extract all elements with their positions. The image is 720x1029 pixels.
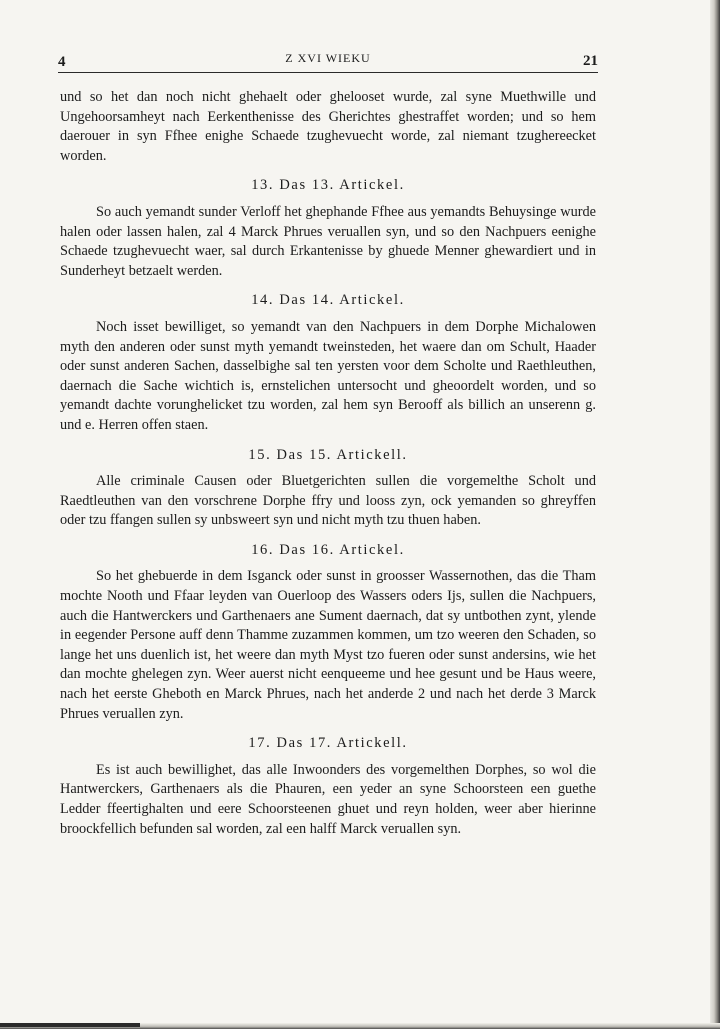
running-header <box>58 50 598 73</box>
page-body <box>60 88 596 839</box>
article-16-heading: 16. Das 16. Artickel. <box>251 541 405 558</box>
article-13-heading: 13. Das 13. Artickel. <box>251 177 405 194</box>
article-13-paragraph: So auch yemandt sunder Verloff het ghephande Ffhee aus yemandts Behuysinge wurde halen oder lassen halen, zal 4 Marck Phrues veruallen syn, und so den Nachpuers eenighe Schaede tzughevuecht waer, sal durch Erkantenisse by ghuede Menner ghewardiert und in Sunderheyt betzaelt werden. <box>60 203 596 279</box>
right-page-number: 21 <box>583 53 598 69</box>
article-15-heading: 15. Das 15. Artickell. <box>248 446 408 463</box>
article-17-paragraph: Es ist auch bewillighet, das alle Inwoonders des vorgemelthen Dorphes, so wol die Hantwerckers, Garthenaers als die Phauren, een yeder an syne Schoorsteen een guethe Ledder ffeertighalten und eere Schoorsteenen ghuet und reyn holden, weer aber hierinne broockfellich befunden sal worden, zal een halff Marck veruallen syn. <box>60 761 596 837</box>
article-14-heading: 14. Das 14. Artickel. <box>251 292 405 309</box>
scan-artifact <box>0 1023 140 1027</box>
page-right-edge-shadow <box>710 0 720 1029</box>
running-title: Z XVI WIEKU <box>285 51 371 65</box>
article-17-heading: 17. Das 17. Artickell. <box>248 735 408 752</box>
article-14-paragraph: Noch isset bewilliget, so yemandt van den Nachpuers in dem Dorphe Michalowen myth den anderen oder sunst myth yemandt tweinsteden, het waere dan om Schult, Haader oder sunst anderen Sachen, dasselbighe sal ten yersten voor dem Scholte und Raethleuthen, daernach die Sache wichtich is, ernstelichen untersocht und gheoordelt worden, und so yemandt dachte vorunghelicket tzu worden, zal hem syn Berooff als billich an unserenn g. und e. Herren offen staen. <box>60 318 596 433</box>
article-12-paragraph: und so het dan noch nicht ghehaelt oder ghelooset wurde, zal syne Muethwille und Ungehoorsamheyt nach Eerkenthenisse des Gherichtes ghestraffet worden; und so hem daerouer in syn Ffhee enighe Schaede tzughevuecht worde, zal niemant tzughereecket worden. <box>60 89 596 164</box>
left-page-number: 4 <box>58 54 66 70</box>
article-15-paragraph: Alle criminale Causen oder Bluetgerichten sullen die vorgemelthe Scholt und Raedtleuthen van den vorschrene Dorphe ffry und looss zyn, ock yemanden so ghreyffen oder tzu ffangen sullen sy unbsweert syn und nicht myth tzu thuen haben. <box>60 473 596 529</box>
article-16-paragraph: So het ghebuerde in dem Isganck oder sunst in groosser Wassernothen, das die Tham mochte Nooth und Ffaar leyden van Ouerloop des Wassers oders Ijs, sullen die Nachpuers, auch die Hantwerckers und Garthenaers ane Sument daernach, dat sy untbothen zynt, ylende in eegender Persone auff denn Thamme zuzammen kommen, um tzo weeren den Schaden, so lange het uns duenlich ist, het weere dan myth Myst tzo fueren oder sunst andersins, wie het dan mochte ghelegen zyn. Weer auerst nicht eenqueeme und hee gesunt und be Haus weere, nach het eerste Gheboth en Marck Phrues, nach het anderde 2 und nach het derde 3 Marck Phrues veruallen zyn. <box>60 568 596 722</box>
